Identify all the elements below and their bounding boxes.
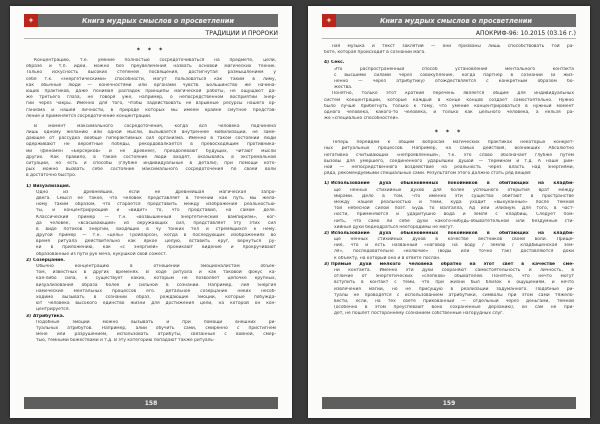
text-line: центрируется. bbox=[36, 307, 70, 313]
text-line: между нашей реальностью и теми, куда уходит «выхуканные» после тёмной bbox=[334, 199, 574, 205]
text-line: том, известных в других временях. В ходе ритуала и как таковой фокус ка- bbox=[36, 270, 276, 276]
text-line: ных ритуальных процессов. Например, на самых действия, возникших Абсолютно bbox=[324, 146, 574, 152]
text-line: одного человека, какого-то человека, и только как цельного человека, а нельзя ра- bbox=[324, 109, 574, 115]
text-line: образе и т.п. идеи, можно без преувеличения назвать основой магических техник. bbox=[26, 64, 276, 70]
list-item-heading: Использование духа обыкновенных покойников в обитающих на кладби- bbox=[331, 181, 574, 187]
page-body bbox=[324, 44, 574, 390]
text-line: туалы не проводятся с использованием атрибутики, символы при этом сами тяжёло- bbox=[334, 292, 574, 298]
text-line: дающее от рассудка вообще гиперактивных сил организма. Именно в таком состоянии люди bbox=[26, 136, 276, 142]
list-item-heading: Визуализация. bbox=[33, 183, 71, 189]
page-footer bbox=[24, 397, 278, 409]
text-line: с высшими силами через совокупление, когда партнёр в сознании (и жиз- bbox=[334, 72, 574, 78]
list-item-number: 1) bbox=[26, 183, 32, 189]
list-item-number: 3) bbox=[26, 313, 32, 319]
text-line: как обычные люди — конечностями или органами чувств. Большинство же начина- bbox=[26, 82, 276, 88]
running-title: АПОКРИФ-96: 10.2015 (03.16 г.) bbox=[322, 30, 576, 39]
text-line: ситуации, но есть и способы (глубже индивидуальные в детали), при помощи кото- bbox=[26, 161, 276, 166]
text-line: Одно из древнейших, если не древнейшая магическая запро- bbox=[36, 189, 276, 195]
text-line: вступить в контакт с теми, что при жизни был близок к ощущениям, и нечто bbox=[334, 280, 574, 286]
text-line: ты, и концентрирующий и «видит» то, что представил, на самом деле. bbox=[36, 208, 276, 214]
list-item-heading: Секс. bbox=[331, 60, 345, 66]
text-line: же третьего глаза, не говоря уже, например, о непосредственном восприятии энер- bbox=[26, 95, 276, 101]
text-line: ля», последовательно «колючие» (воды или точно так) доставляются доки bbox=[334, 249, 574, 255]
text-line: туальных атрибутов. Например, алии обучить сами, смиренно с пристигнем bbox=[36, 325, 276, 331]
ornament-icon: ✦ bbox=[322, 14, 336, 27]
text-line: гии через чакры. Именно для того, чтобы задействовать не взрывные ресурсы нашего ор- bbox=[26, 101, 276, 107]
text-line: время ритуала действительно как яркое целую, вставить круг, вернуться ру- bbox=[36, 239, 276, 245]
text-line: ют человека высокого единство жизни для достижения цели, на которой он кон- bbox=[36, 301, 276, 307]
text-line: дёт, не пошлёт постороннему сознанием собственные нагорудных слуг. bbox=[334, 311, 504, 317]
text-line: ганизма и нашей личности, в природе которых мы имеем крайне смутное представ- bbox=[26, 107, 276, 113]
text-line: Другой пример — т.н. «цель» Тройларсон, когда в последующих изображениях во bbox=[36, 233, 276, 239]
text-line: Это распространённый способ установления ментального контакта bbox=[334, 66, 574, 72]
text-line: Классический пример — т.н. «возвышенный энергетический вампиризм», ког- bbox=[36, 214, 276, 220]
page-footer bbox=[322, 397, 576, 409]
header-title: Книга мудрых смыслов о просветлении bbox=[379, 16, 533, 25]
list-item-heading: Прямые духи мелкого человека обратно на этот свет в качестве сме- bbox=[331, 261, 574, 267]
text-line: двега. Смысл ее такое, что человек представляет в течении как путь мы жела- bbox=[36, 195, 276, 201]
text-line: тью, тёмными божествами и т.д. В эту категорию попадают также ритуаль- bbox=[36, 338, 215, 344]
text-line: лишь одному желанию или одной мысли, вызывается внутреннее мобилизации, не заме- bbox=[26, 130, 276, 136]
page-header bbox=[322, 14, 576, 27]
text-line: Только искусность высоких степеней посвящения, достигнутая размышлением у bbox=[26, 70, 276, 76]
text-line: ми (феномен «Берсерков» и не древнее), преодолевают будущих, читают мысли bbox=[26, 148, 276, 154]
text-line: ной — непосредственного воздействие на реальность через власть над энергиями, bbox=[324, 165, 574, 170]
text-line: той небесной силой поэт. Будь то Валгалла, Ад или Элизиум. Для того, в част- bbox=[334, 206, 574, 212]
text-line: (особенно в этом преуспевают воно сохранённые дерзанию), он сам не при- bbox=[334, 305, 574, 311]
text-line: боте, которая происходит в сознании мага. bbox=[324, 50, 426, 56]
left-page bbox=[10, 6, 292, 418]
list-item-number: 1) bbox=[324, 181, 330, 187]
text-line: жества. bbox=[334, 85, 353, 91]
text-line: ющих практиков, даже понимая распадок принципы магической работы, не ощущают да- bbox=[26, 88, 276, 94]
text-line: ненно — через атрибутику) отождествляется с конкретным образом бо- bbox=[334, 78, 574, 84]
text-line: ки в приложению, как «с энергией» проникают видение и прокручивают bbox=[36, 245, 276, 251]
text-line: к объекту, на который оно и в ответе послан. bbox=[334, 255, 441, 261]
text-line: одерживают не вероятные победы, рекордовалкается в превосходящим противника- bbox=[26, 142, 276, 148]
page-number: 158 bbox=[144, 399, 158, 407]
text-line: было лучше прибегнуть только к тому, что умение концентрироваться в нужный момент bbox=[324, 103, 574, 109]
text-line: ни контакта. Именно эти духи сохраняют самостоятельность и личность, в bbox=[334, 268, 574, 273]
section-divider: * * * bbox=[434, 129, 464, 137]
text-line: отличие от энергетических «слепков» обывателей. Понятно, что нечто могут bbox=[334, 274, 574, 280]
text-line: вести, если, на тех свете прикованный — отдельный через деньгами, тёмной bbox=[334, 298, 574, 304]
header-title: Книга мудрых смыслов о просветлении bbox=[81, 16, 235, 25]
text-line: ние, что и есть названный «наговор на воду / землю / кладбищенская зем- bbox=[334, 243, 574, 249]
text-line: кая-либо сила, к существует каких, которым не позволяет цепочке крупных, bbox=[36, 276, 276, 282]
page-header bbox=[24, 14, 278, 27]
text-line: негативно считывающих «непроявленный», т.к. это слово обозначает глубже путём bbox=[324, 152, 574, 158]
text-line: ному таким образом, что старается представить между изображения реальностью- bbox=[36, 202, 276, 208]
list-item-number: 2) bbox=[26, 257, 32, 263]
section-divider: * * * bbox=[136, 47, 166, 54]
text-line: ще ненных стихийных духов для более успешного открытия врат между bbox=[334, 187, 574, 193]
text-line: систем концентрации, которые каждый в конце концов создаёт самостоятельно. Нужно bbox=[324, 97, 574, 103]
text-line: В момент максимального сосредоточения, когда вся человека подчинена bbox=[34, 123, 276, 129]
text-line: Теперь перейдём к общим вопросам магических практиках некоторых конкрет- bbox=[332, 140, 574, 146]
text-line: ление и применяется сосредоточение концентрации. bbox=[26, 113, 152, 119]
list-item-heading: Созерцание. bbox=[33, 257, 65, 263]
text-line: же «специально способностей». bbox=[324, 116, 400, 122]
list-item-lead bbox=[324, 181, 574, 187]
text-line: ности, применяются и ударитушно вода и земля с кладбищ. Следует пом- bbox=[334, 212, 574, 218]
text-line: Концентрацию, т.е. умение полностью сосредоточиваться на предмете, цели, bbox=[34, 58, 276, 63]
text-line: Подобные эмоции можно вызывать и при помощи внешних ри- bbox=[36, 319, 276, 325]
ornament-icon: ✦ bbox=[24, 14, 38, 27]
page-number: 159 bbox=[442, 399, 456, 407]
text-line: рых можно вызвать себе состояние максимального сосредоточения по своей воли bbox=[26, 167, 276, 173]
text-line: других. Как правило, в таком состояние люди входят, оказываясь в экстремальной bbox=[26, 154, 276, 160]
list-item-heading: Атрибутика. bbox=[33, 313, 65, 319]
text-line: ходимо вызывать в сознании образ, рождающие эмоции, которые побужда- bbox=[36, 294, 276, 300]
running-title: ТРАДИЦИИ И ПРОРОКИ bbox=[24, 30, 278, 39]
right-page bbox=[308, 6, 590, 418]
list-item-number: 2) bbox=[324, 230, 330, 236]
text-line: визуализования образа более и сильной в сознании. Например, лия энергия bbox=[36, 282, 276, 288]
text-line: да человек, «всасывающий» из окружающих сил, представляет эту этих сил bbox=[36, 220, 276, 226]
text-line: вызовы для умершего, соединённого ударьяшки душой — термином и т.д. А наше рим- bbox=[324, 158, 574, 164]
page-body bbox=[26, 44, 276, 390]
paragraph-gap bbox=[324, 122, 574, 126]
text-line: себя т.к. «энергетическими» способности, могут пользоваться как таким в лиму, bbox=[26, 76, 276, 82]
text-line: ряда, рекомендуемыми специальных сами. Результатом этого должно стать ряд вещей: bbox=[324, 171, 532, 177]
text-line: Понятно, только этот краткий перечень является общим для индивидуальных bbox=[332, 91, 574, 97]
text-line: образованные из пути рук меча, кукушкой свой сожест. bbox=[36, 251, 168, 257]
text-line: в достаточно быстро. bbox=[26, 173, 77, 179]
text-line: нить, что само ли себе духи какого-нибудь-обыватетельной или бездумные сти- bbox=[334, 218, 574, 224]
text-line: Обычно концентрацию в отношении эмоционалистом объек- bbox=[36, 264, 276, 269]
list-item-number: 4) bbox=[324, 60, 330, 66]
text-line: хийные духи беднодраться неотородимы не могут. bbox=[334, 224, 455, 230]
text-line: ще ненных стихийных духов в качестве вестников своей воли. Прищё- bbox=[334, 237, 574, 243]
text-line: в виде потоков энергии, входящих в чу тонких тел и стремящихся к нему. bbox=[36, 226, 276, 232]
text-line: мене или разрушением, использовать атрибуты, связанные с войной, смер- bbox=[36, 332, 276, 338]
list-item-heading: Использование духа обыкновенных покойников в обитающих на кладби- bbox=[331, 230, 574, 236]
text-line: мирами. Дело в том, что именно эти существа обитают в пространстве bbox=[334, 193, 574, 199]
text-line: извлечения магии, но не присущую в реализации задуманного. Подобные ри- bbox=[334, 286, 574, 292]
list-item-number: 3) bbox=[324, 261, 330, 267]
text-line: намеческие ментальных процессов его. Детальное созерцание неких несоб- bbox=[36, 288, 276, 294]
text-line: ная музыка и текст заклятий — они призваны лишь способствовать той ра- bbox=[332, 44, 574, 49]
